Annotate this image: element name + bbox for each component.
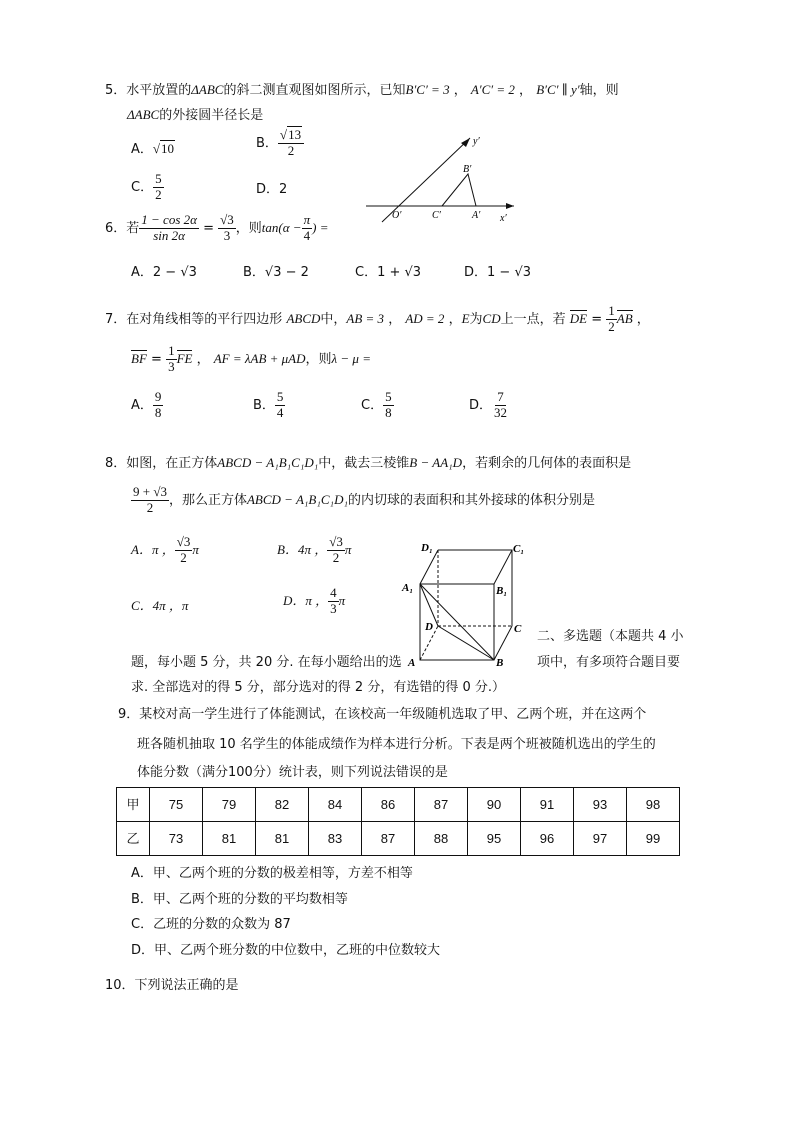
q5-figure bbox=[360, 132, 520, 226]
q9-option-c: C．乙班的分数的众数为 87 bbox=[131, 917, 291, 932]
q5-option-d: D．2 bbox=[256, 182, 288, 197]
label-c: C bbox=[514, 623, 522, 635]
q5-stem-line1: 5．水平放置的ΔABC的斜二测直观图如图所示，已知B′C′ = 3 ， A′C′ = 2 ， B′C′ ∥ y′轴，则 bbox=[105, 82, 619, 98]
table-cell: 97 bbox=[574, 822, 627, 856]
q9-option-d: D．甲、乙两个班分数的中位数中，乙班的中位数较大 bbox=[131, 943, 441, 958]
table-cell: 95 bbox=[468, 822, 521, 856]
cube-edge-a1d1 bbox=[420, 550, 438, 584]
q5-stem-line2: ΔABC的外接圆半径长是 bbox=[127, 107, 264, 123]
section2-title-d: 求. 全部选对的得 5 分，部分选对的得 2 分，有选错的得 0 分.） bbox=[131, 680, 506, 695]
table-cell: 91 bbox=[521, 788, 574, 822]
table-cell: 75 bbox=[150, 788, 203, 822]
q10-stem: 10．下列说法正确的是 bbox=[105, 978, 239, 993]
cut-a1d bbox=[420, 584, 438, 626]
row-label: 乙 bbox=[117, 822, 150, 856]
q7-option-a: A． $\frac{9}{8}$ bbox=[131, 389, 162, 420]
q8-stem-line1: 8．如图，在正方体ABCD − A₁B₁C₁D₁中，截去三棱锥B − AA₁D，若剩余的几何体的表面积是 bbox=[105, 455, 632, 471]
q9-option-b: B．甲、乙两个班的分数的平均数相等 bbox=[131, 892, 348, 907]
q6-option-a: A．2 − √3 bbox=[131, 265, 197, 280]
table-cell: 73 bbox=[150, 822, 203, 856]
cube-edge-bc bbox=[494, 626, 512, 660]
label-b1: B₁ bbox=[496, 585, 508, 597]
table-cell: 87 bbox=[415, 788, 468, 822]
label-d1: D₁ bbox=[421, 542, 433, 554]
table-cell: 81 bbox=[203, 822, 256, 856]
q8-cube-figure bbox=[400, 536, 535, 670]
q5-option-b: B． $\frac{√13}{2}$ bbox=[256, 128, 304, 159]
q5-option-a: A．√10 bbox=[131, 141, 175, 157]
section2-title-a: 二、多选题（本题共 4 小 bbox=[537, 629, 684, 644]
table-cell: 98 bbox=[627, 788, 680, 822]
table-cell: 82 bbox=[256, 788, 309, 822]
table-cell: 99 bbox=[627, 822, 680, 856]
table-row-jia bbox=[117, 788, 680, 822]
table-cell: 87 bbox=[362, 822, 415, 856]
section2-title-c: 项中，有多项符合题目要 bbox=[537, 655, 681, 670]
label-c: C′ bbox=[432, 210, 441, 221]
table-cell: 88 bbox=[415, 822, 468, 856]
q9-stem-line3: 体能分数（满分100分）统计表，则下列说法错误的是 bbox=[137, 765, 448, 780]
q7-option-b: B． $\frac{5}{4}$ bbox=[253, 389, 284, 420]
table-cell: 90 bbox=[468, 788, 521, 822]
table-row-yi bbox=[117, 822, 680, 856]
table-cell: 83 bbox=[309, 822, 362, 856]
label-a: A bbox=[408, 657, 416, 669]
label-c1: C₁ bbox=[513, 543, 525, 555]
q6-option-c: C．1 + √3 bbox=[355, 265, 422, 280]
q9-stem-line1: 9．某校对高一学生进行了体能测试，在该校高一年级随机选取了甲、乙两个班，并在这两个 bbox=[118, 707, 647, 722]
q7-option-d: D． $\frac{7}{32}$ bbox=[469, 389, 508, 420]
q8-stem-line2: $\frac{9 + √3}{2}$ ，那么正方体ABCD − A₁B₁C₁D₁的内切球的表面积和其外接球的体积分别是 bbox=[133, 484, 595, 515]
q7-stem-line1: 7．在对角线相等的平行四边形 ABCD中，AB = 3 ， AD = 2 ，E为CD上一点，若 DE = $\frac{1}{2}$ AB ， bbox=[105, 303, 650, 334]
table-cell: 96 bbox=[521, 822, 574, 856]
label-origin: O′ bbox=[392, 210, 402, 221]
q6-option-b: B．√3 − 2 bbox=[243, 265, 309, 280]
table-cell: 81 bbox=[256, 822, 309, 856]
table-cell: 93 bbox=[574, 788, 627, 822]
table-cell: 79 bbox=[203, 788, 256, 822]
q9-stem-line2: 班各随机抽取 10 名学生的体能成绩作为样本进行分析。下表是两个班被随机选出的学生的 bbox=[137, 737, 656, 752]
q6-stem: 6．若 $\frac{1 - \cos 2\alpha}{\sin 2\alpha}$ = $\frac{√3}{3}$ ，则tan(α − $\frac{\pi}{4}$ ) = bbox=[105, 212, 329, 243]
triangle-sides bbox=[442, 174, 476, 206]
q8-option-a: A．π ， $\frac{√3}{2}$ π bbox=[131, 534, 199, 565]
section2-title-b: 题，每小题 5 分，共 20 分. 在每小题给出的选 bbox=[131, 655, 402, 670]
table-cell: 86 bbox=[362, 788, 415, 822]
x-axis-arrow bbox=[506, 203, 514, 209]
q8-option-d: D．π ， $\frac{4}{3}$ π bbox=[283, 585, 346, 616]
q5-option-c: C． $\frac{5}{2}$ bbox=[131, 171, 162, 202]
label-y-axis: y′ bbox=[473, 136, 480, 147]
q7-option-c: C． $\frac{5}{8}$ bbox=[361, 389, 392, 420]
table-cell: 84 bbox=[309, 788, 362, 822]
label-a: A′ bbox=[472, 210, 481, 221]
q8-option-b: B．4π ， $\frac{√3}{2}$ π bbox=[277, 534, 352, 565]
label-b: B bbox=[496, 657, 504, 669]
label-x-axis: x′ bbox=[500, 213, 507, 224]
q9-option-a: A．甲、乙两个班的分数的极差相等，方差不相等 bbox=[131, 866, 413, 881]
q8-option-c: C．4π ，π bbox=[131, 598, 189, 613]
cube-edge-b1c1 bbox=[494, 550, 512, 584]
q7-stem-line2: BF = $\frac{1}{3}$ FE ， AF = λAB + μAD，则λ − μ = bbox=[131, 343, 371, 374]
q6-option-d: D．1 − √3 bbox=[464, 265, 531, 280]
label-d: D bbox=[425, 621, 433, 633]
q9-score-table bbox=[116, 787, 680, 856]
label-b: B′ bbox=[463, 164, 472, 175]
label-a1: A₁ bbox=[402, 582, 414, 594]
row-label: 甲 bbox=[117, 788, 150, 822]
